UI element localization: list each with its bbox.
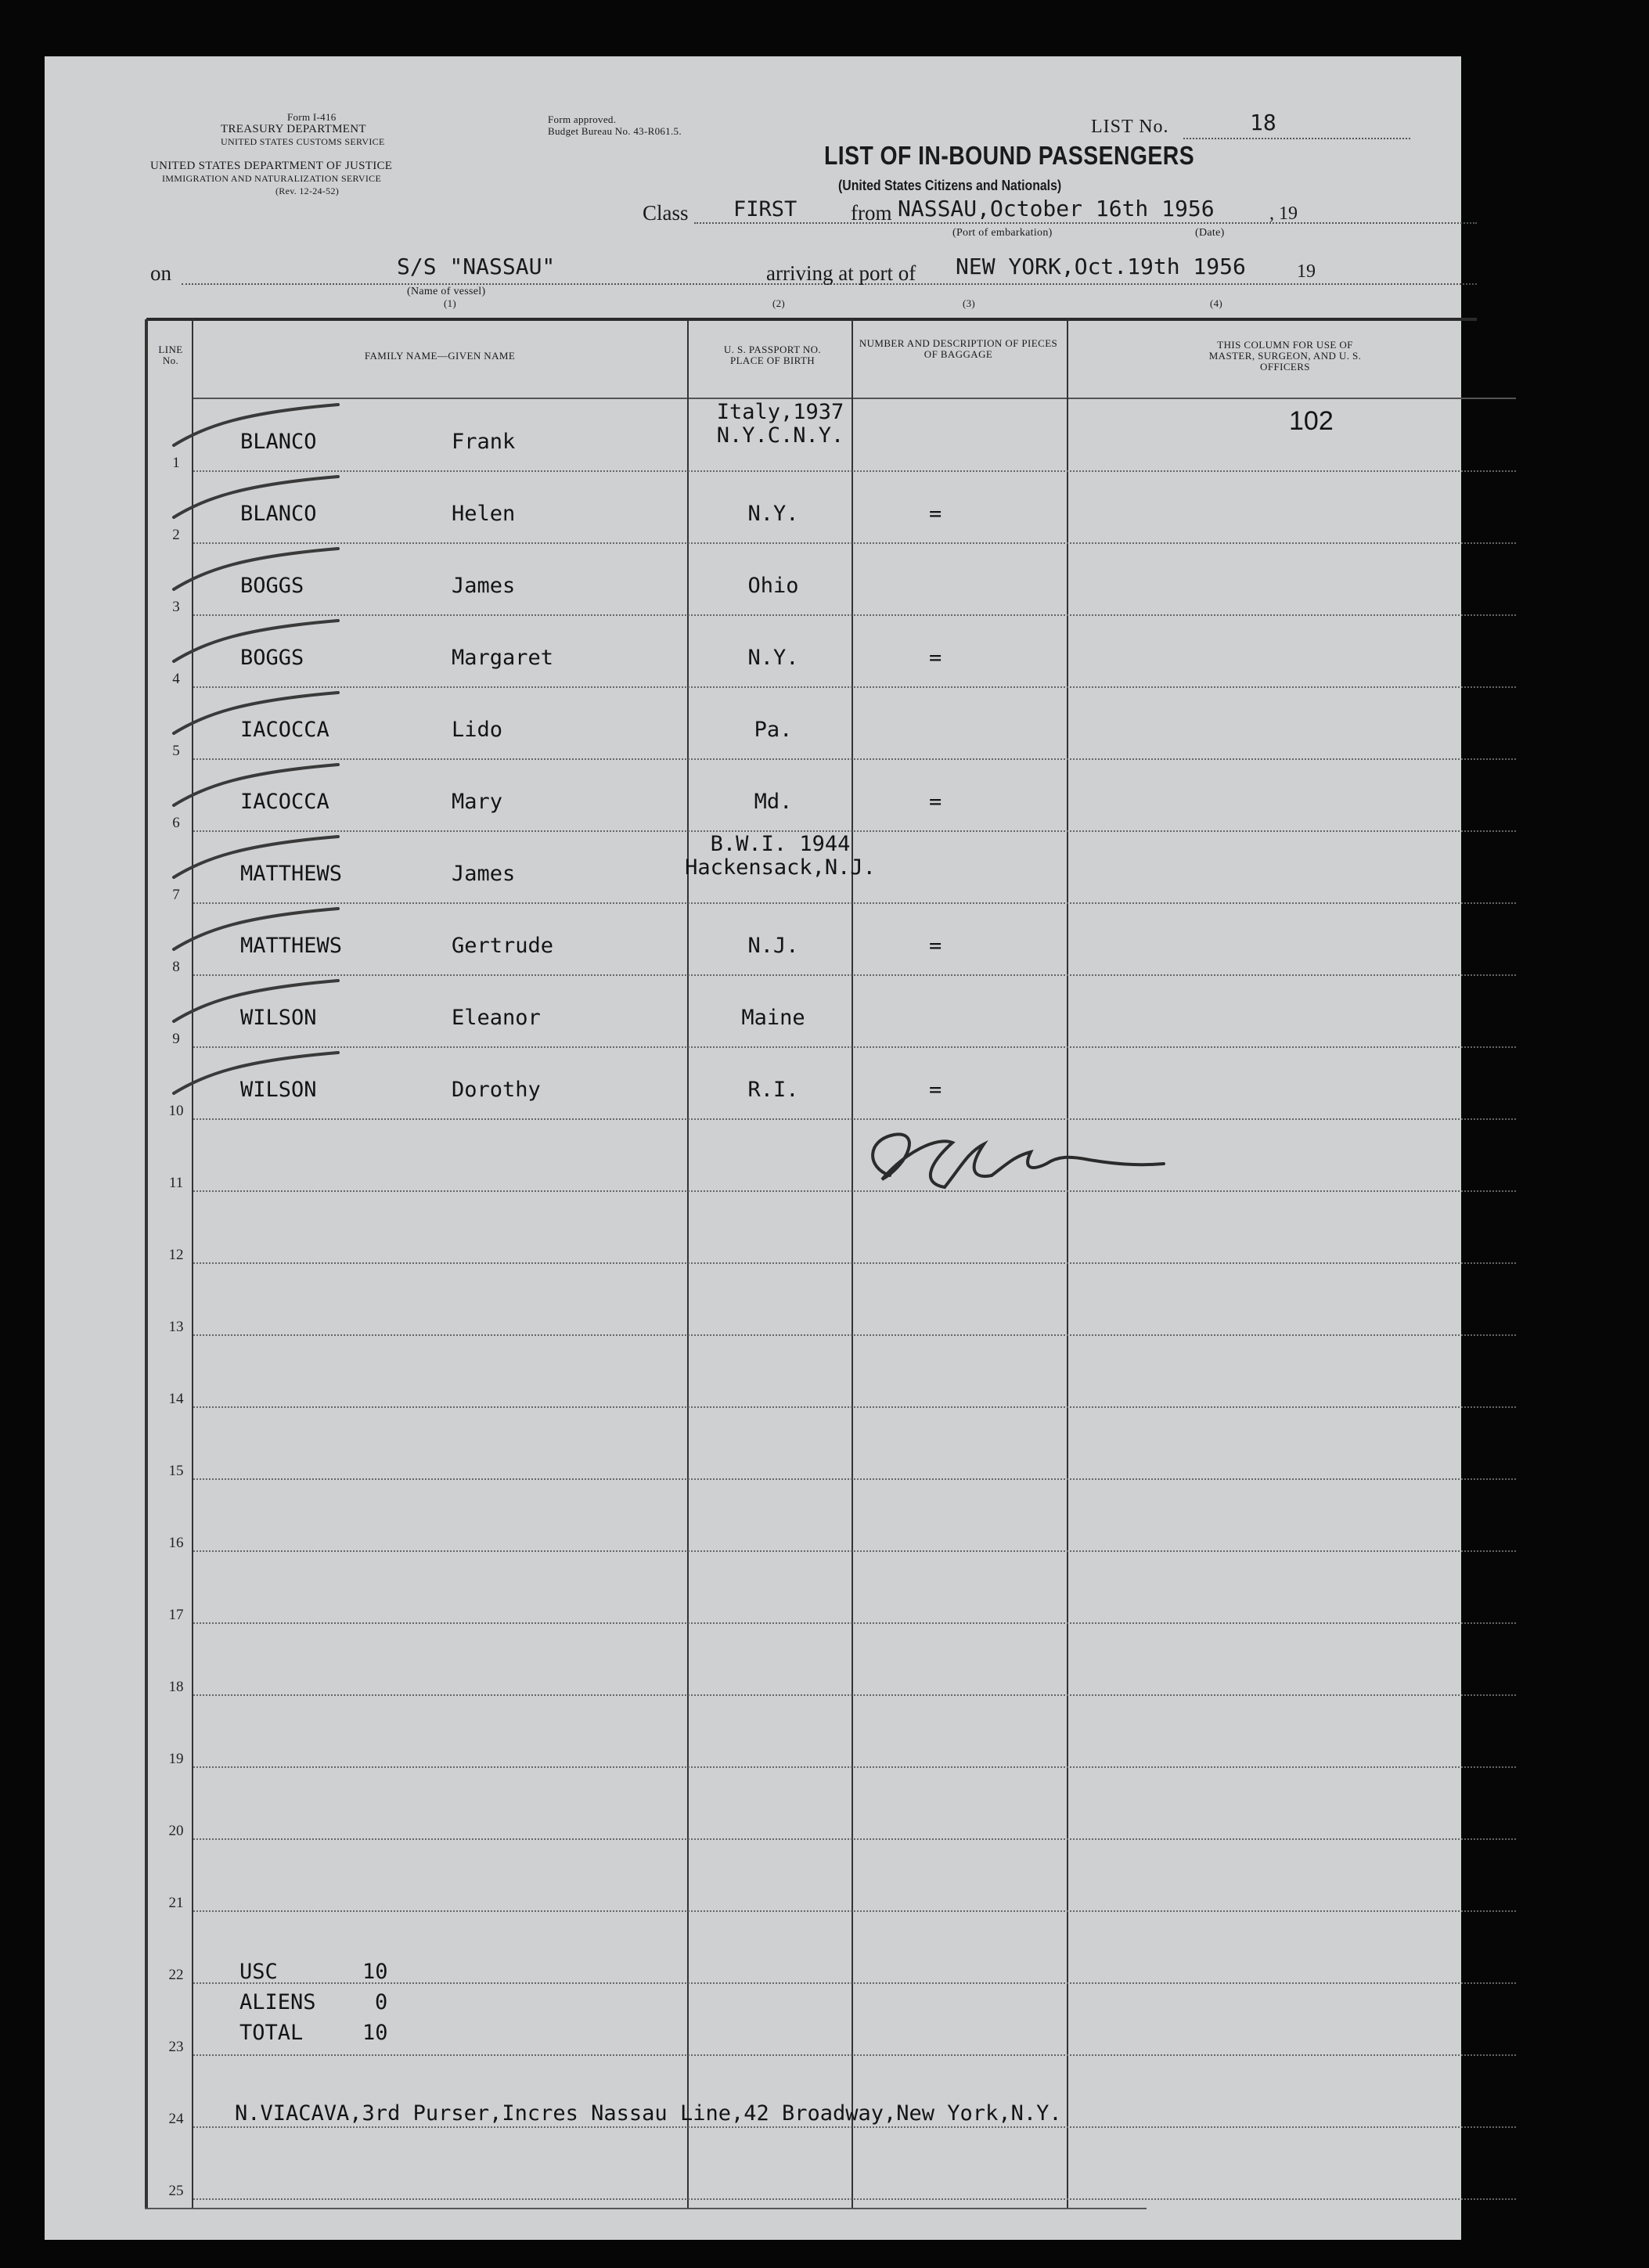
row-divider xyxy=(193,1118,1516,1120)
family-name: BOGGS xyxy=(240,646,304,670)
vessel-col-num: (1) xyxy=(444,297,457,309)
family-name: BLANCO xyxy=(240,502,317,526)
budget-bureau: Budget Bureau No. 43-R061.5. xyxy=(548,125,682,137)
line-number: 2 xyxy=(172,527,180,543)
line-number: 11 xyxy=(168,1175,184,1191)
year-suffix-2: 19 xyxy=(1297,261,1316,282)
check-mark-icon xyxy=(158,1039,346,1101)
col-header-officers: THIS COLUMN FOR USE OF MASTER, SURGEON, AND U. S. OFFICERS xyxy=(1208,339,1362,373)
col3-num: (3) xyxy=(963,297,976,309)
row-divider xyxy=(193,470,1516,472)
row-divider xyxy=(193,1622,1516,1624)
family-name: WILSON xyxy=(240,1078,317,1102)
line-number: 8 xyxy=(172,959,180,975)
line-number: 10 xyxy=(168,1103,184,1119)
given-name: Frank xyxy=(452,430,516,454)
row-divider xyxy=(193,1262,1516,1264)
date-caption: (Date) xyxy=(1195,227,1225,239)
row-divider xyxy=(193,1406,1516,1408)
baggage-ditto: = xyxy=(929,934,942,958)
given-name: Mary xyxy=(452,790,503,814)
line-number: 16 xyxy=(168,1535,184,1551)
row-divider xyxy=(193,2126,1516,2128)
form-approved: Form approved. xyxy=(548,113,617,125)
line-number: 15 xyxy=(168,1463,184,1479)
baggage-ditto: = xyxy=(929,1078,942,1102)
given-name: Dorothy xyxy=(452,1078,541,1102)
check-mark-icon xyxy=(158,679,346,741)
form-number: Form I-416 xyxy=(287,111,337,123)
line-number: 7 xyxy=(172,887,180,903)
name-col-divider xyxy=(687,319,689,2209)
row-divider xyxy=(193,2198,1516,2200)
table-bottom-rule xyxy=(145,2208,1147,2209)
given-name: James xyxy=(452,862,516,886)
row-divider xyxy=(193,902,1516,904)
total-value-total: 10 xyxy=(362,2021,388,2045)
arriving-label: arriving at port of xyxy=(766,261,916,285)
check-mark-icon xyxy=(158,535,346,597)
row-divider xyxy=(193,1766,1516,1768)
port-caption: (Port of embarkation) xyxy=(952,227,1053,239)
row-divider xyxy=(193,1838,1516,1840)
given-name: Margaret xyxy=(452,646,554,670)
embarkation-value: NASSAU,October 16th 1956 xyxy=(898,196,1215,221)
purser-line: N.VIACAVA,3rd Purser,Incres Nassau Line,42 Broadway,New York,N.Y. xyxy=(235,2101,1062,2126)
given-name: Gertrude xyxy=(452,934,554,958)
row-divider xyxy=(193,2054,1516,2056)
place-of-birth: R.I. xyxy=(747,1078,799,1102)
family-name: BLANCO xyxy=(240,430,317,454)
check-mark-icon xyxy=(158,895,346,957)
row-divider xyxy=(193,1478,1516,1480)
row-divider xyxy=(193,758,1516,760)
place-of-birth: Maine xyxy=(741,1006,805,1030)
row-divider xyxy=(193,686,1516,688)
immigration-service: IMMIGRATION AND NATURALIZATION SERVICE xyxy=(162,173,382,184)
col-header-baggage: NUMBER AND DESCRIPTION OF PIECES OF BAGGAGE xyxy=(859,337,1058,360)
line-number: 23 xyxy=(168,2039,184,2055)
treasury-department: TREASURY DEPARTMENT xyxy=(221,123,366,135)
total-value-usc: 10 xyxy=(362,1960,388,1984)
place-of-birth: Hackensack,N.J. xyxy=(685,855,876,880)
baggage-col-divider xyxy=(1067,319,1068,2209)
place-of-birth: N.Y.C.N.Y. xyxy=(716,423,844,448)
col-header-name: FAMILY NAME—GIVEN NAME xyxy=(364,350,516,362)
table-top-rule xyxy=(146,318,1477,321)
total-value-aliens: 0 xyxy=(375,1990,388,2014)
row-divider xyxy=(193,1910,1516,1912)
form-sheet xyxy=(45,56,1461,2240)
line-number: 3 xyxy=(172,599,180,615)
baggage-ditto: = xyxy=(929,646,942,670)
total-label-total: TOTAL xyxy=(239,2021,304,2045)
check-mark-icon xyxy=(158,463,346,525)
line-number: 18 xyxy=(168,1679,184,1695)
line-number: 17 xyxy=(168,1607,184,1623)
line-number: 6 xyxy=(172,815,180,831)
check-mark-icon xyxy=(158,607,346,669)
from-label: from xyxy=(851,201,892,225)
line-number: 13 xyxy=(168,1319,184,1335)
check-mark-icon xyxy=(158,967,346,1029)
line-number: 19 xyxy=(168,1751,184,1767)
given-name: Lido xyxy=(452,718,503,742)
customs-service: UNITED STATES CUSTOMS SERVICE xyxy=(221,136,385,147)
list-no-label: LIST No. xyxy=(1091,117,1169,137)
family-name: IACOCCA xyxy=(240,790,329,814)
on-label: on xyxy=(150,261,171,285)
table-left-border xyxy=(145,319,148,2209)
handwritten-initials xyxy=(835,1121,1179,1207)
total-label-aliens: ALIENS xyxy=(239,1990,316,2014)
justice-department: UNITED STATES DEPARTMENT OF JUSTICE xyxy=(150,160,393,172)
place-of-birth: N.Y. xyxy=(747,646,799,670)
list-no-value: 18 xyxy=(1250,110,1276,135)
arrival-value: NEW YORK,Oct.19th 1956 xyxy=(956,254,1246,279)
form-subtitle: (United States Citizens and Nationals) xyxy=(838,178,1062,193)
col-header-passport: U. S. PASSPORT NO. PLACE OF BIRTH xyxy=(723,344,822,366)
line-number: 25 xyxy=(168,2183,184,2199)
vessel-caption: (Name of vessel) xyxy=(407,286,486,297)
line-number: 24 xyxy=(168,2111,184,2127)
col2-num: (2) xyxy=(772,297,786,309)
passport-info: B.W.I. 1944 xyxy=(710,832,851,856)
passport-col-divider xyxy=(852,319,853,2209)
family-name: WILSON xyxy=(240,1006,317,1030)
line-number: 21 xyxy=(168,1895,184,1911)
line-number: 4 xyxy=(172,671,180,687)
place-of-birth: Md. xyxy=(754,790,793,814)
form-title: LIST OF IN-BOUND PASSENGERS xyxy=(824,141,1195,170)
row-divider xyxy=(193,1334,1516,1336)
line-number: 5 xyxy=(172,743,180,759)
line-number: 22 xyxy=(168,1967,184,1983)
baggage-ditto: = xyxy=(929,790,942,814)
line-number: 14 xyxy=(168,1391,184,1407)
passport-info: Italy,1937 xyxy=(716,400,844,424)
place-of-birth: Pa. xyxy=(754,718,793,742)
given-name: Eleanor xyxy=(452,1006,541,1030)
row-divider xyxy=(193,1550,1516,1552)
vessel-name: S/S "NASSAU" xyxy=(397,254,556,279)
row-divider xyxy=(193,614,1516,616)
family-name: MATTHEWS xyxy=(240,934,343,958)
year-suffix-1: , 19 xyxy=(1269,203,1298,224)
check-mark-icon xyxy=(158,751,346,813)
family-name: MATTHEWS xyxy=(240,862,343,886)
baggage-ditto: = xyxy=(929,502,942,526)
line-col-divider xyxy=(192,319,193,2209)
line-number: 1 xyxy=(172,455,180,471)
class-value: FIRST xyxy=(733,197,797,221)
given-name: Helen xyxy=(452,502,516,526)
check-mark-icon xyxy=(158,823,346,885)
line-number: 9 xyxy=(172,1031,180,1047)
class-label: Class xyxy=(643,201,689,225)
row-divider xyxy=(193,1982,1516,1984)
place-of-birth: N.J. xyxy=(747,934,799,958)
col-header-line-no: LINE No. xyxy=(158,344,183,366)
place-of-birth: N.Y. xyxy=(747,502,799,526)
line-number: 12 xyxy=(168,1247,184,1263)
row-divider xyxy=(193,1694,1516,1696)
total-label-usc: USC xyxy=(239,1960,278,1984)
header-bottom-rule xyxy=(193,398,1516,399)
family-name: BOGGS xyxy=(240,574,304,598)
given-name: James xyxy=(452,574,516,598)
col4-num: (4) xyxy=(1210,297,1223,309)
list-no-line xyxy=(1183,138,1410,139)
officer-note: 102 xyxy=(1289,406,1334,436)
class-line xyxy=(694,222,1477,224)
place-of-birth: Ohio xyxy=(747,574,799,598)
family-name: IACOCCA xyxy=(240,718,329,742)
row-divider xyxy=(193,542,1516,544)
row-divider xyxy=(193,974,1516,976)
line-number: 20 xyxy=(168,1823,184,1839)
row-divider xyxy=(193,1046,1516,1048)
form-revision: (Rev. 12-24-52) xyxy=(275,185,340,196)
check-mark-icon xyxy=(158,391,346,453)
